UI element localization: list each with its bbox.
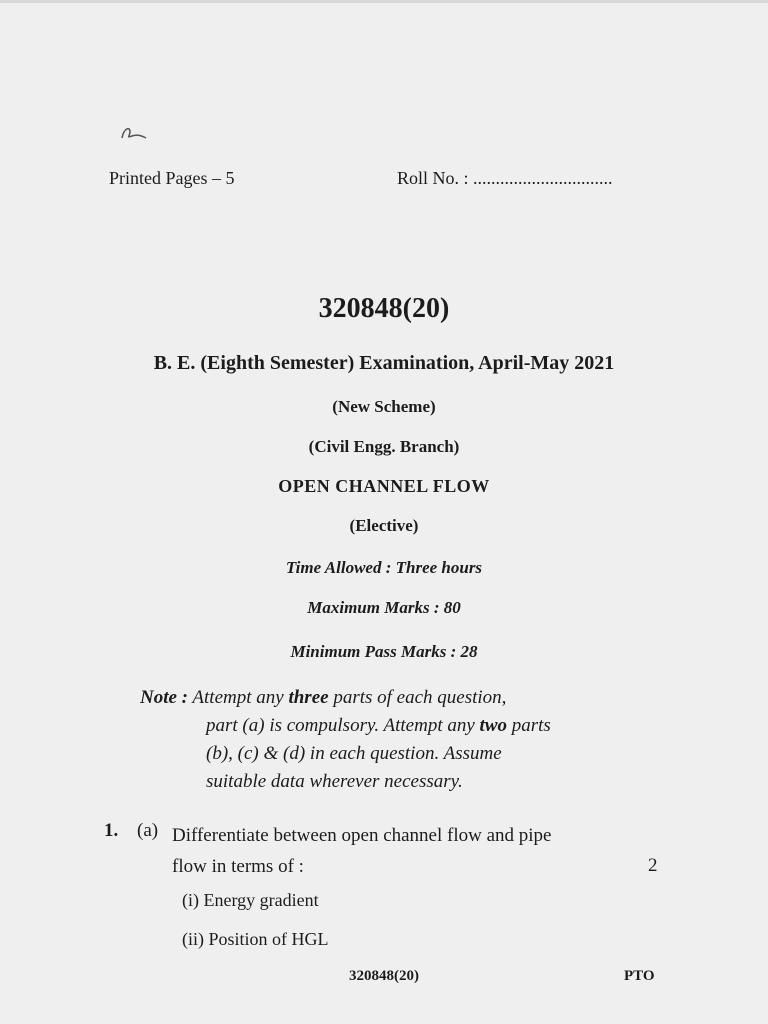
question-marks: 2 xyxy=(648,855,658,876)
note-line-4: suitable data wherever necessary. xyxy=(206,771,463,792)
note-label: Note : xyxy=(140,687,189,708)
note-line-2-b: two xyxy=(479,715,507,736)
question-part-label: (a) xyxy=(137,820,159,841)
paper-code: 320848(20) xyxy=(318,293,450,324)
branch-label: (Civil Engg. Branch) xyxy=(308,437,460,456)
note-line-1-a: Attempt any xyxy=(188,687,289,708)
scheme-label: (New Scheme) xyxy=(332,397,436,416)
note-line-1-b: three xyxy=(288,687,329,708)
roll-number-label: Roll No. : ............................... xyxy=(397,168,613,188)
note-line-2-a: part (a) is compulsory. Attempt any xyxy=(206,715,480,736)
footer-pto: PTO xyxy=(624,968,655,984)
footer-paper-code: 320848(20) xyxy=(349,968,419,984)
question-number: 1. xyxy=(104,820,119,841)
question-text-line-2: flow in terms of : xyxy=(172,856,304,877)
question-text xyxy=(172,820,552,882)
subject-title: OPEN CHANNEL FLOW xyxy=(278,476,490,496)
note-line-1 xyxy=(140,684,640,712)
instructions-note xyxy=(140,684,640,796)
question-text-line-1: Differentiate between open channel flow and pipe xyxy=(172,825,552,846)
elective-label: (Elective) xyxy=(349,516,419,535)
note-line-2 xyxy=(140,712,640,740)
exam-title: B. E. (Eighth Semester) Examination, April-May 2021 xyxy=(153,352,615,374)
note-line-1-c: parts of each question, xyxy=(328,687,507,708)
sub-item-ii: (ii) Position of HGL xyxy=(182,929,329,949)
minimum-pass-marks: Minimum Pass Marks : 28 xyxy=(290,642,478,661)
note-line-3: (b), (c) & (d) in each question. Assume xyxy=(206,743,502,764)
page-top-edge xyxy=(0,0,768,3)
printed-pages-label: Printed Pages – 5 xyxy=(109,168,235,188)
maximum-marks: Maximum Marks : 80 xyxy=(307,598,461,617)
time-allowed: Time Allowed : Three hours xyxy=(285,558,483,577)
sub-item-i: (i) Energy gradient xyxy=(182,890,319,910)
pen-scribble-mark xyxy=(116,118,160,148)
note-line-2-c: parts xyxy=(507,715,551,736)
